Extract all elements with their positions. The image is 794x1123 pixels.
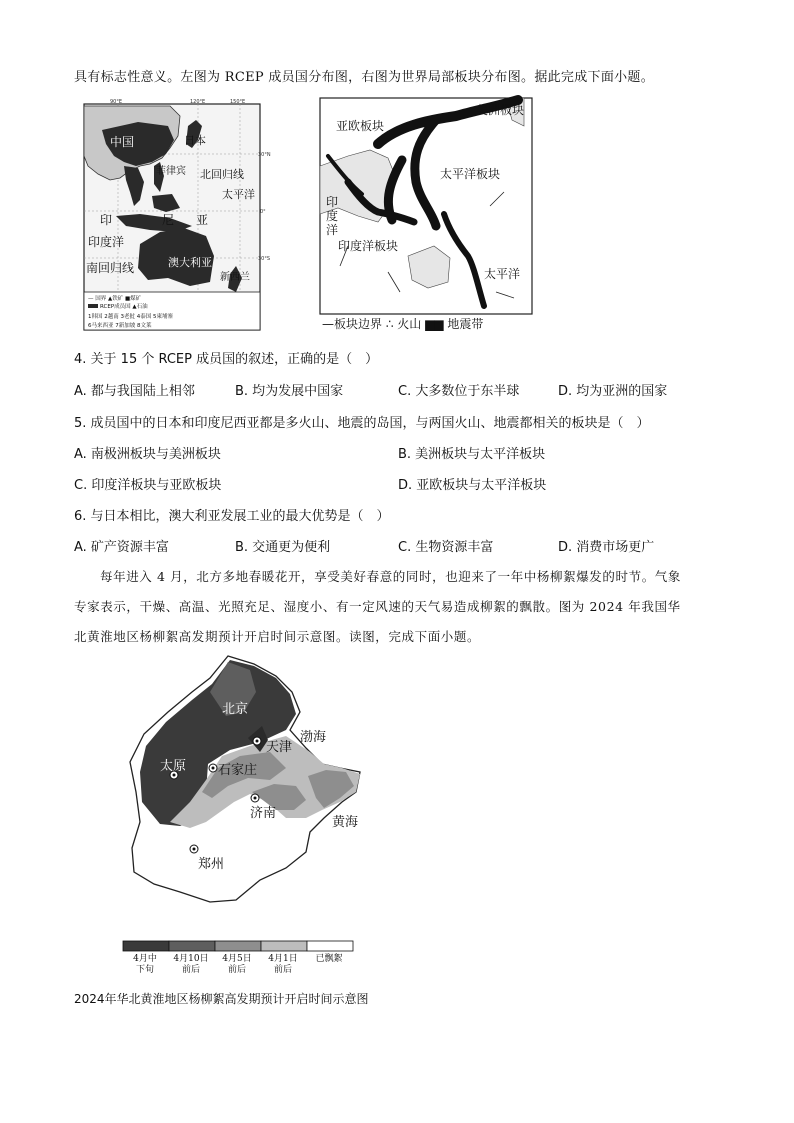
- poplar-catkin-map: [110, 652, 380, 982]
- svg-text:黄海: 黄海: [332, 815, 359, 830]
- svg-text:太原: 太原: [160, 759, 187, 774]
- paragraph-line-2: 专家表示，干燥、高温、光照充足、湿度小、有一定风速的天气易造成柳絮的飘散。图为 2024 年我国华: [74, 599, 681, 614]
- svg-text:日本: 日本: [184, 134, 206, 147]
- svg-text:太平洋板块: 太平洋板块: [440, 167, 501, 181]
- svg-text:亚欧板块: 亚欧板块: [336, 119, 385, 133]
- svg-text:北回归线: 北回归线: [200, 168, 244, 181]
- rcep-member-map: [80, 96, 271, 332]
- svg-text:济南: 济南: [250, 806, 277, 821]
- svg-text:30°N: 30°N: [258, 152, 271, 158]
- svg-text:石家庄: 石家庄: [218, 763, 258, 778]
- svg-text:6马来西亚 7新加坡 8文莱: 6马来西亚 7新加坡 8文莱: [88, 323, 152, 329]
- paragraph-line-1: 每年进入 4 月，北方多地春暖花开，享受美好春意的同时，也迎来了一年中杨柳絮爆发的时节。气象: [100, 569, 682, 584]
- svg-text:30°S: 30°S: [258, 256, 271, 262]
- q5-stem: 5. 成员国中的日本和印度尼西亚都是多火山、地震的岛国，与两国火山、地震都相关的板块是（ ）: [74, 416, 650, 431]
- svg-text:郑州: 郑州: [198, 857, 225, 872]
- plate-distribution-map: [318, 96, 534, 332]
- svg-text:中国: 中国: [110, 135, 135, 149]
- svg-text:太平洋: 太平洋: [484, 267, 521, 281]
- svg-text:北京: 北京: [222, 702, 249, 717]
- legend-label-2: 4月10日 前后: [173, 954, 209, 975]
- q6-option-c[interactable]: C. 生物资源丰富: [398, 540, 494, 555]
- svg-text:印度洋: 印度洋: [88, 235, 125, 249]
- map-legend: [122, 940, 354, 978]
- svg-text:亚: 亚: [196, 213, 209, 227]
- q5-option-a[interactable]: A. 南极洲板块与美洲板块: [74, 447, 221, 462]
- figure-caption: 2024年华北黄淮地区杨柳絮高发期预计开启时间示意图: [74, 992, 369, 1006]
- q4-option-b[interactable]: B. 均为发展中国家: [235, 384, 344, 399]
- svg-text:120°E: 120°E: [190, 99, 206, 105]
- svg-text:— 国界 ▲铁矿 ■煤矿: — 国界 ▲铁矿 ■煤矿: [88, 296, 142, 302]
- q5-option-b[interactable]: B. 美洲板块与太平洋板块: [398, 447, 546, 462]
- svg-text:RCEP成员国 ▲石油: RCEP成员国 ▲石油: [100, 304, 148, 310]
- svg-text:洋: 洋: [326, 223, 339, 237]
- svg-text:1韩国 2越南 3老挝 4泰国 5柬埔寨: 1韩国 2越南 3老挝 4泰国 5柬埔寨: [88, 314, 173, 320]
- q6-option-b[interactable]: B. 交通更为便利: [235, 540, 331, 555]
- svg-text:太平洋: 太平洋: [222, 188, 255, 201]
- legend-label-1: 4月中 下旬: [133, 954, 157, 975]
- q4-stem: 4. 关于 15 个 RCEP 成员国的叙述，正确的是（ ）: [74, 352, 379, 367]
- legend-swatch-2: [169, 941, 215, 951]
- legend-label-4: 4月1日 前后: [268, 954, 298, 975]
- svg-text:美洲板块: 美洲板块: [476, 103, 525, 117]
- svg-text:尼: 尼: [162, 213, 175, 227]
- legend-swatch-1: [123, 941, 169, 951]
- q4-option-d[interactable]: D. 均为亚洲的国家: [558, 384, 668, 399]
- svg-text:新西兰: 新西兰: [220, 272, 250, 283]
- svg-text:印: 印: [100, 213, 113, 227]
- q6-option-d[interactable]: D. 消费市场更广: [558, 540, 655, 555]
- svg-text:南回归线: 南回归线: [86, 261, 135, 275]
- svg-text:90°E: 90°E: [110, 99, 123, 105]
- svg-text:0°: 0°: [260, 209, 266, 215]
- svg-text:—板块边界 ∴ 火山 ▆▆ 地震带: —板块边界 ∴ 火山 ▆▆ 地震带: [322, 317, 484, 331]
- legend-label-3: 4月5日 前后: [222, 954, 252, 975]
- q4-option-c[interactable]: C. 大多数位于东半球: [398, 384, 520, 399]
- paragraph-line-3: 北黄淮地区杨柳絮高发期预计开启时间示意图。读图，完成下面小题。: [74, 629, 481, 644]
- q5-option-c[interactable]: C. 印度洋板块与亚欧板块: [74, 478, 222, 493]
- svg-text:印度洋板块: 印度洋板块: [338, 239, 399, 253]
- svg-text:澳大利亚: 澳大利亚: [168, 256, 212, 269]
- intro-text: 具有标志性意义。左图为 RCEP 成员国分布图，右图为世界局部板块分布图。据此完成下面小题。: [74, 70, 655, 85]
- svg-text:菲律宾: 菲律宾: [156, 166, 186, 177]
- legend-label-5: 已飘絮: [315, 954, 343, 964]
- q6-stem: 6. 与日本相比，澳大利亚发展工业的最大优势是（ ）: [74, 509, 390, 524]
- svg-text:天津: 天津: [266, 740, 293, 755]
- q5-option-d[interactable]: D. 亚欧板块与太平洋板块: [398, 478, 547, 493]
- q4-option-a[interactable]: A. 都与我国陆上相邻: [74, 384, 195, 399]
- svg-text:150°E: 150°E: [230, 99, 246, 105]
- svg-text:印: 印: [326, 195, 339, 209]
- legend-swatch-5: [307, 941, 353, 951]
- svg-text:度: 度: [326, 209, 339, 223]
- legend-swatch-3: [215, 941, 261, 951]
- legend-swatch-4: [261, 941, 307, 951]
- q6-option-a[interactable]: A. 矿产资源丰富: [74, 540, 169, 555]
- svg-text:渤海: 渤海: [300, 730, 327, 745]
